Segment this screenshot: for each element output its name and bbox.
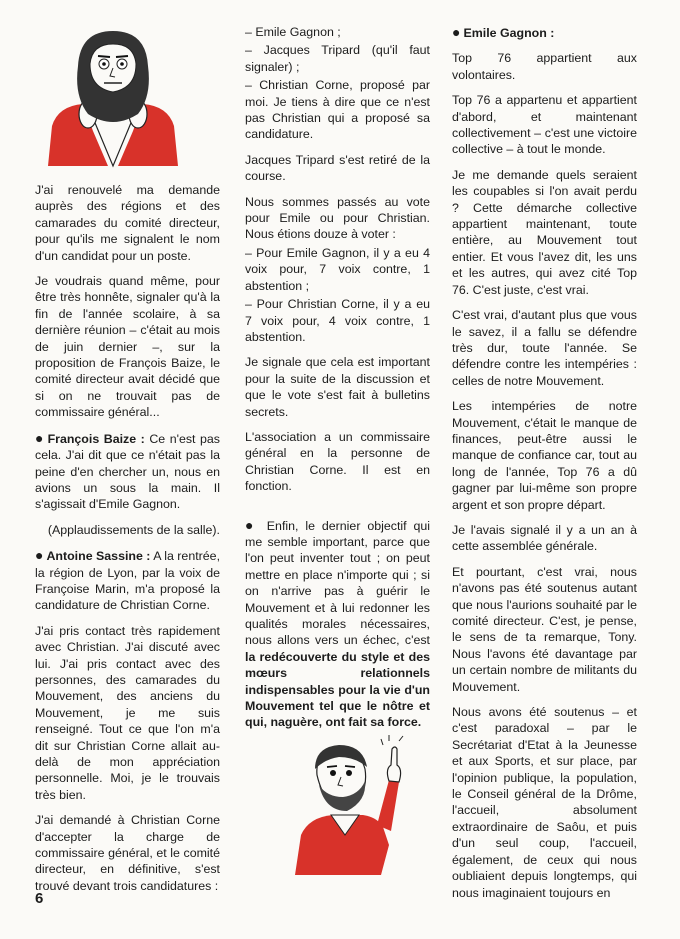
paragraph: Nous avons été soutenus – et c'est paradoxal – par le Secrétariat d'Etat à la Jeunesse et aux Sports, et sur place, par l'opinion publique, la population, le Conseil général de la Drôme, l'accueil, absolument extraordinaire de Saôu, et puis d'un seul coup, l'accueil, également, de ceux qui nous oubliaient depuis longtemps, qui nous imaginaient toujours en [452,705,637,900]
paragraph: Je voudrais quand même, pour être très honnête, signaler qu'à la fin de l'année scolaire, à sa dernière réunion – c'était au mois de juin dernier –, sur la proposition de François Baize, le comité directeur avait décidé que si on ne trouvait pas de commissaire général... [35,274,220,420]
paragraph: Je l'avais signalé il y a un an à cette assemblée générale. [452,522,637,554]
paragraph: Nous sommes passés au vote pour Emile ou pour Christian. Nous étions douze à voter : [245,194,430,242]
paragraph: – Christian Corne, proposé par moi. Je tiens à dire que ce n'est pas Christian qui a proposé sa candidature. [245,78,430,142]
bullet-icon: ● [35,429,45,446]
illustration-bearded-man [38,26,188,171]
bullet-icon: ● [245,516,257,533]
paragraph: J'ai renouvelé ma demande auprès des régions et des camarades du comité directeur, pour qu'ils me signalent le nom d'un candidat pour un poste. [35,183,220,263]
column-middle [245,24,430,740]
paragraph: L'association a un commissaire général en la personne de Christian Corne. Il est en fonction. [245,429,430,494]
speaker-name: Antoine Sassine : [46,549,151,564]
paragraph: (Applaudissements de la salle). [47,522,220,537]
paragraph: Je me demande quels seraient les coupables si l'on avait perdu ? Cette démarche collective appartient maintenant, toute entière, au Mouvement tout entier. Et vous l'avez dit, les uns et les autres, qui avez cité Top 76. C'est juste, c'est vrai. [452,167,637,297]
paragraph: Jacques Tripard s'est retiré de la course. [245,152,430,184]
paragraph [452,24,637,41]
paragraph: J'ai demandé à Christian Corne d'accepter la charge de commissaire général, et le comité directeur, en définitive, s'est trouvé devant trois candidatures : [35,813,220,893]
paragraph: – Emile Gagnon ; [245,25,341,39]
paragraph: Les intempéries de notre Mouvement, c'était le manque de finances, peut-être aussi le manque de confiance car, tout au long de l'année, Top 76 a dû gagner par lui-même son propre argent et son propre départ. [452,399,637,512]
paragraph: – Pour Christian Corne, il y a eu 7 voix pour, 4 voix contre, 1 abstention. [245,297,430,344]
paragraph: ● Enfin, le dernier objectif qui me semble important, parce que l'on peut inventer tout ; on peut mettre en place n'importe qui ; si on n'arrive pas à guérir le Mouvement et à lui redonner les qualités morales nécessaires, nous allons vers un échec, c'est la redécouverte du style et des mœurs relationnels indispensables pour la vie d'un Mouvement tel que le nôtre et qui, naguère, ont fait sa force. [245,516,430,730]
column-right [452,24,637,910]
illustration-man-raising-finger [285,735,415,875]
speaker-name: François Baize : [47,431,145,446]
paragraph: Top 76 appartient aux volontaires. [452,51,637,82]
paragraph: ● Antoine Sassine : A la rentrée, la région de Lyon, par la voix de Françoise Marin, m'a proposé la candidature de Christian Corne. [35,547,221,613]
paragraph: ● François Baize : Ce n'est pas cela. J'ai dit que ce n'était pas la peine d'en chercher un, nous en avions un sous la main. Il s'agissait d'Emile Gagnon. [35,429,220,512]
paragraph: Et pourtant, c'est vrai, nous n'avons pas été soutenus autant que nous l'aurions souhaité par le comité directeur. C'est, je pense, le sens de ta remarque, Tony. Nous l'avons été davantage par un certain nombre de militants du Mouvement. [452,564,637,694]
paragraph: Top 76 a appartenu et appartient d'abord, et maintenant collectivement – c'est une victoire collective – à tout le monde. [452,93,637,157]
paragraph: – Jacques Tripard (qu'il faut signaler) ; [245,43,430,74]
paragraph: C'est vrai, d'autant plus que vous le savez, il a fallu se défendre très dur, toute l'année. Se défendre contre les intempéries : celles de notre Mouvement. [452,308,637,388]
speaker-name: Emile Gagnon : [463,26,555,40]
paragraph: J'ai pris contact très rapidement avec Christian. J'ai discuté avec lui. J'ai pris contact avec des personnes, des camarades du Mouvement, des anciens du Mouvement, je me suis renseigné. Tout ce que l'on m'a dit sur Christian Corne allait au-delà de mon appréciation personnelle. Moi, je le trouvais très bien. [35,623,220,802]
bullet-icon: ● [452,24,461,40]
paragraph: – Pour Emile Gagnon, il y a eu 4 voix pour, 7 voix contre, 1 abstention ; [245,245,430,293]
paragraph: Je signale que cela est important pour la suite de la discussion et que le vote s'est fait à bulletins secrets. [245,355,430,419]
bullet-icon: ● [35,547,44,564]
page-number: 6 [35,890,44,907]
